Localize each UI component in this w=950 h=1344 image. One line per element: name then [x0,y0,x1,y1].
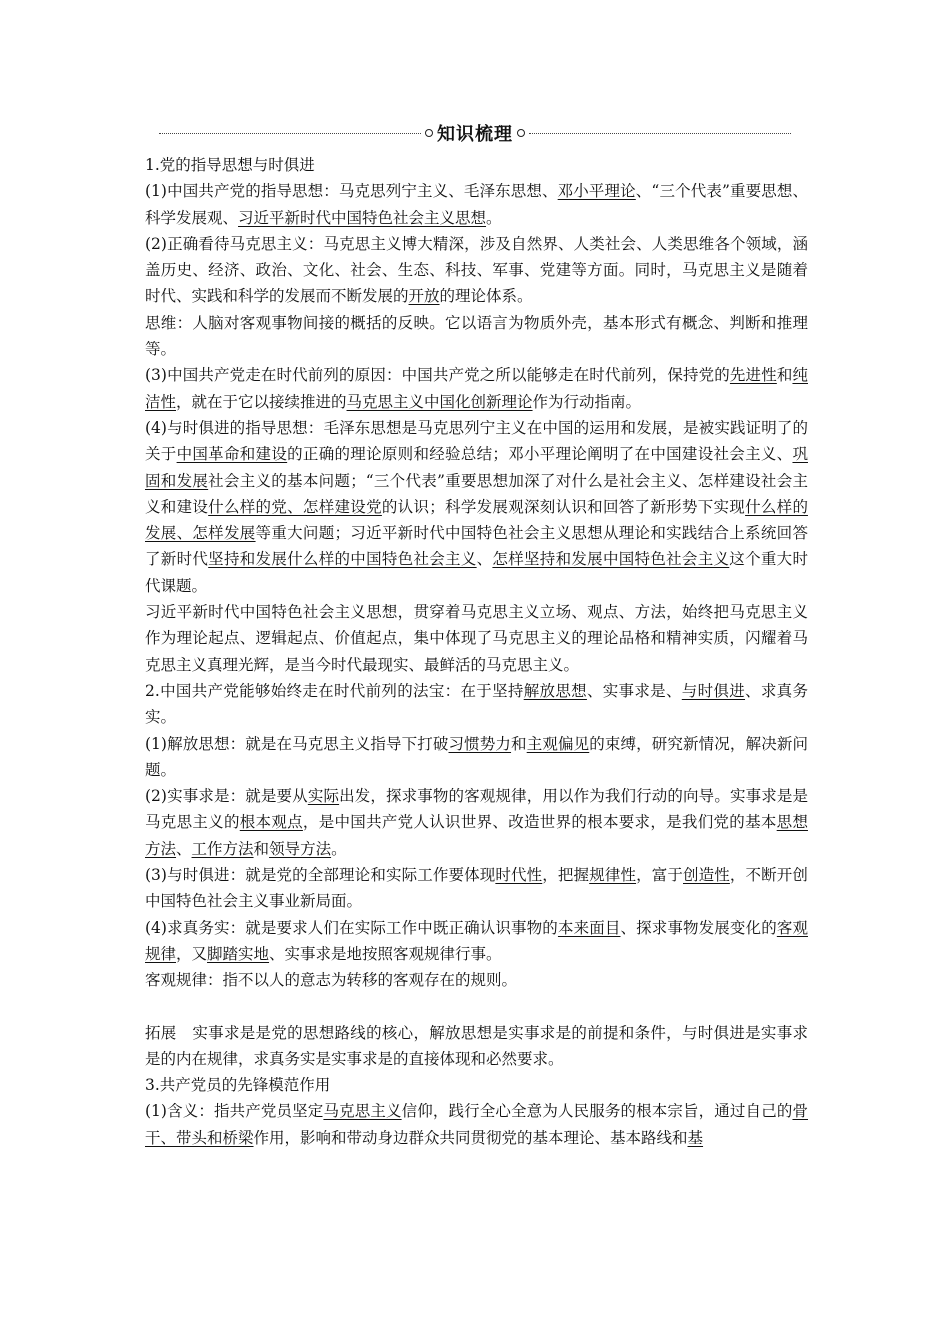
paragraph [145,783,808,862]
underlined-term: 工作方法 [191,839,254,858]
text-run: (1)解放思想：就是在马克思主义指导下打破 [145,734,449,753]
underlined-term: 本来面目 [557,918,621,937]
text-run: (2)正确看待马克思主义：马克思主义博大精深，涉及自然界、人类社会、人类思维各个领域，涵盖历史、经济、政治、文化、社会、生态、科技、军事、党建等方面。同时，马克思主义是随着时代、实践和科学的发展而不断发展的 [145,234,808,306]
underlined-term: 规律性 [589,866,637,885]
paragraph-gap [145,994,808,1020]
underlined-term: 先进性 [729,366,777,385]
text-run: 思维：人脑对客观事物间接的概括的反映。它以语言为物质外壳，基本形式有概念、判断和推理等。 [145,313,808,359]
left-dotted-rule [159,133,421,134]
underlined-term: 脚踏实地 [207,944,270,963]
underlined-term: 实际 [307,787,340,806]
underlined-term: 坚持和发展什么样的中国特色社会主义 [208,550,477,569]
text-run: (1)中国共产党的指导思想：马克思列宁主义、毛泽东思想、 [145,182,558,201]
paragraph [145,915,808,968]
underlined-term: 习惯势力 [448,734,512,753]
underlined-term: 什么样的发展、怎样发展 [145,497,808,543]
text-run: ，又 [176,944,208,963]
paragraph [145,599,808,678]
text-run: ，富于 [636,866,683,885]
text-run: 作用，影响和带动身边群众共同贯彻党的基本理论、基本路线和 [253,1128,688,1147]
text-run: ，不断开创中国特色社会主义事业新局面。 [145,866,808,911]
underlined-term: 怎样坚持和发展中国特色社会主义 [492,550,730,569]
paragraph [145,731,808,784]
underlined-term: 纯洁性 [145,366,808,411]
text-run: 习近平新时代中国特色社会主义思想，贯穿着马克思主义立场、观点、方法，始终把马克思主义作为理论起点、逻辑起点、价值起点，集中体现了马克思主义的理论品格和精神实质，闪耀着马克思主义真理光辉，是当今时代最现实、最鲜活的马克思主义。 [145,603,808,674]
underlined-term: 领导方法 [269,839,332,858]
paragraph [145,178,808,231]
text-run: 作为行动指南。 [532,392,642,411]
text-run: 。 [331,839,347,858]
paragraph [145,1098,808,1151]
text-run: 、“三个代表”重要思想、科学发展观、 [145,182,808,227]
body-text [145,152,808,1151]
underlined-term: 主观偏见 [526,734,590,753]
text-run: 、 [176,839,192,858]
text-run: 出发，探求事物的客观规律，用以作为我们行动的向导。实事求是是马克思主义的 [145,787,808,832]
text-run: 信仰，践行全心全意为人民服务的根本宗旨，通过自己的 [401,1102,793,1121]
paragraph [145,1020,808,1073]
right-dotted-rule [529,133,791,134]
paragraph [145,415,808,599]
text-run: 社会主义的基本问题；“三个代表”重要思想加深了对什么是社会主义、怎样建设社会主义和建设 [145,471,808,516]
underlined-term: 解放思想 [523,681,587,700]
paragraph [145,1072,808,1098]
text-run: 、实事求是、 [586,681,682,700]
underlined-term: 中国革命和建设 [176,445,288,464]
underlined-term: 邓小平理论 [557,182,636,201]
underlined-term: 时代性 [495,866,543,885]
text-run: (3)与时俱进：就是党的全部理论和实际工作要体现 [145,866,496,885]
paragraph [145,310,808,363]
text-run: (4)求真务实：就是要求人们在实际工作中既正确认识事物的 [145,918,558,937]
paragraph [145,678,808,731]
text-run: 和 [511,734,527,753]
text-run: 的束缚，研究新情况，解决新问题。 [145,734,808,779]
underlined-term: 巩固和发展 [145,445,808,490]
text-run: 3.共产党员的先锋模范作用 [145,1076,331,1095]
text-run: 。 [486,208,502,227]
text-run: 等重大问题；习近平新时代中国特色社会主义思想从理论和实践结合上系统回答了新时代 [145,524,808,569]
paragraph [145,862,808,915]
underlined-term: 与时俱进 [681,681,746,700]
text-run: 、实事求是地按照客观规律行事。 [269,944,502,963]
underlined-term: 习近平新时代中国特色社会主义思想 [238,208,487,227]
underlined-term: 根本观点 [239,813,303,832]
paragraph [145,967,808,993]
text-run: ，是中国共产党人认识世界、改造世界的根本要求，是我们党的基本 [302,813,777,832]
text-run: 、探求事物发展变化的 [620,918,777,937]
text-run: 的理论体系。 [439,287,533,306]
text-run: ，就在于它以接续推进的 [176,392,347,411]
section-header [0,120,950,146]
underlined-term: 创造性 [683,866,730,885]
text-run: ，把握 [542,866,590,885]
section-title: 知识梳理 [437,124,513,145]
text-run: 和 [253,839,270,858]
text-run: 和 [776,366,793,385]
underlined-term: 客观规律 [145,918,808,963]
underlined-term: 骨干、带头和桥梁 [145,1102,808,1147]
text-run: (2)实事求是：就是要从 [145,787,308,806]
paragraph [145,231,808,310]
text-run: 、求真务实。 [145,681,808,727]
underlined-term: 开放 [408,287,440,306]
underlined-term: 思想方法 [145,813,808,858]
text-run: 拓展 实事求是是党的思想路线的核心，解放思想是实事求是的前提和条件，与时俱进是实事求是的内在规律，求真务实是实事求是的直接体现和必然要求。 [145,1023,808,1068]
underlined-term: 基 [687,1128,704,1147]
underlined-term: 马克思主义 [323,1102,402,1121]
paragraph [145,362,808,415]
text-run: 的正确的理论原则和经验总结；邓小平理论阐明了在中国建设社会主义、 [287,445,793,464]
underlined-term: 马克思主义中国化创新理论 [346,392,533,411]
text-run: 、 [476,550,493,569]
text-run: (3)中国共产党走在时代前列的原因：中国共产党之所以能够走在时代前列，保持党的 [145,366,730,385]
underlined-term: 什么样的党、怎样建设党 [208,497,382,516]
text-run: 2.中国共产党能够始终走在时代前列的法宝：在于坚持 [145,681,524,700]
text-run: (1)含义：指共产党员坚定 [145,1102,324,1121]
text-run: 这个重大时代课题。 [145,550,808,595]
right-circle-ornament [517,129,525,137]
paragraph [145,152,808,178]
text-run: 1.党的指导思想与时俱进 [145,156,315,174]
left-circle-ornament [425,129,433,137]
text-run: 的认识；科学发展观深刻认识和回答了新形势下实现 [381,497,746,516]
text-run: (4)与时俱进的指导思想：毛泽东思想是马克思列宁主义在中国的运用和发展，是被实践证明了的关于 [145,418,808,464]
text-run: 客观规律：指不以人的意志为转移的客观存在的规则。 [145,971,518,990]
